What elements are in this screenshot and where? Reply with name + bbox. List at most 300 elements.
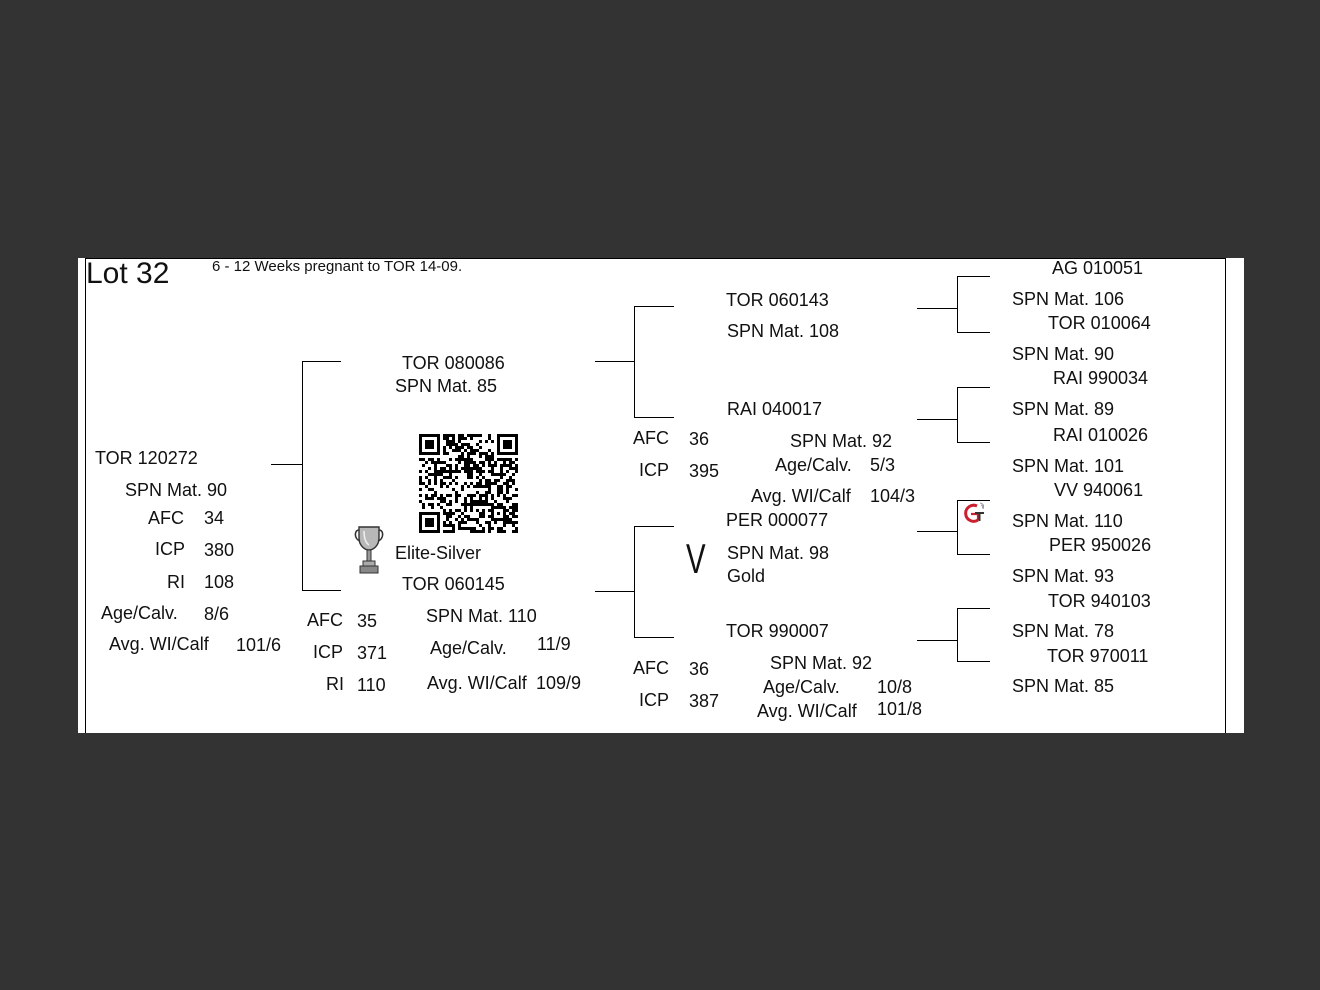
qr-module [485,440,488,443]
sire-dam-icp-label: ICP [639,460,670,480]
qr-module [491,494,494,497]
qr-module [452,449,455,452]
qr-module [419,494,422,497]
qr-module [491,518,494,521]
gen3-8-id: TOR 970011 [1047,646,1149,666]
qr-module [470,494,473,497]
qr-module [428,440,431,443]
qr-module [440,482,443,485]
dam-sire-id: PER 000077 [726,510,829,530]
qr-module [425,497,428,500]
qr-module [455,482,458,485]
qr-module [437,521,440,524]
qr-module [467,527,470,530]
qr-module [443,449,446,452]
qr-module [470,467,473,470]
qr-module [509,521,512,524]
qr-module [431,512,434,515]
qr-module [470,437,473,440]
qr-module [506,479,509,482]
qr-module [431,473,434,476]
qr-module [449,482,452,485]
qr-module [428,482,431,485]
qr-module [419,518,422,521]
qr-module [425,446,428,449]
qr-module [503,524,506,527]
qr-module [503,473,506,476]
qr-module [419,482,422,485]
qr-module [506,446,509,449]
qr-module [497,434,500,437]
qr-module [488,515,491,518]
qr-module [503,434,506,437]
subject-afc-value: 34 [204,508,225,528]
connector-sire-sire [634,306,674,307]
pedigree-sheet [78,258,1244,733]
qr-module [500,527,503,530]
qr-module [431,461,434,464]
qr-module [515,467,518,470]
qr-module [425,461,428,464]
qr-module [455,464,458,467]
qr-module [437,437,440,440]
connector-g3a-bottom [957,332,990,333]
qr-module [470,530,473,533]
qr-module [494,506,497,509]
qr-module [434,491,437,494]
connector-g3a-top [957,276,990,277]
dam-age-value: 11/9 [537,634,571,654]
qr-module [473,518,476,521]
qr-module [515,440,518,443]
qr-module [419,446,422,449]
qr-module [506,443,509,446]
connector-g3d-top [957,608,990,609]
qr-module [446,476,449,479]
qr-module [491,467,494,470]
qr-module [434,434,437,437]
qr-module [449,530,452,533]
qr-module [461,443,464,446]
qr-module [503,494,506,497]
qr-module [494,473,497,476]
qr-module [437,524,440,527]
dam-id: TOR 060145 [402,574,505,594]
qr-module [422,452,425,455]
subject-age-label: Age/Calv. [101,603,178,623]
qr-module [479,473,482,476]
qr-module [446,464,449,467]
qr-module [452,530,455,533]
qr-module [422,512,425,515]
qr-module [443,509,446,512]
qr-module [458,455,461,458]
qr-module [506,452,509,455]
qr-module [485,479,488,482]
qr-module [500,506,503,509]
qr-module [512,434,515,437]
qr-module [503,443,506,446]
qr-module [458,437,461,440]
qr-module [509,446,512,449]
qr-module [419,512,422,515]
qr-module [467,461,470,464]
qr-module [500,518,503,521]
gen3-7-id: TOR 940103 [1048,591,1151,611]
qr-module [500,491,503,494]
qr-module [422,458,425,461]
qr-module [509,467,512,470]
qr-module [449,476,452,479]
qr-module [488,458,491,461]
qr-module [467,470,470,473]
qr-module [455,476,458,479]
qr-module [509,440,512,443]
qr-module [455,509,458,512]
qr-module [467,452,470,455]
qr-module [437,443,440,446]
qr-module [428,443,431,446]
qr-module [473,449,476,452]
qr-module [443,446,446,449]
qr-module [449,464,452,467]
qr-module [470,506,473,509]
qr-module [446,470,449,473]
qr-module [488,521,491,524]
qr-module [470,461,473,464]
qr-module [506,464,509,467]
qr-module [488,491,491,494]
qr-module [497,503,500,506]
gen3-2-id: TOR 010064 [1048,313,1151,333]
qr-module [488,503,491,506]
qr-module [431,434,434,437]
qr-module [443,470,446,473]
qr-module [488,437,491,440]
qr-module [479,446,482,449]
qr-module [506,497,509,500]
sire-dam-avg-value: 104/3 [870,486,916,506]
qr-module [476,467,479,470]
qr-module [506,485,509,488]
qr-module [476,476,479,479]
dam-dam-afc-label: AFC [633,658,669,678]
qr-module [437,458,440,461]
lot-number: Lot 32 [86,257,170,290]
dam-age-label: Age/Calv. [430,638,507,658]
qr-module [434,512,437,515]
qr-module [476,503,479,506]
qr-module [500,467,503,470]
qr-module [422,434,425,437]
qr-module [440,461,443,464]
qr-module [512,503,515,506]
qr-module [509,443,512,446]
qr-module [497,485,500,488]
qr-module [419,434,422,437]
qr-module [455,446,458,449]
qr-module [425,443,428,446]
qr-module [470,452,473,455]
qr-module [428,473,431,476]
qr-module [497,443,500,446]
qr-module [449,515,452,518]
gen3-5-spn: SPN Mat. 110 [1012,511,1123,531]
qr-module [482,464,485,467]
qr-module [506,500,509,503]
qr-module [452,443,455,446]
qr-module [476,521,479,524]
sire-dam-id: RAI 040017 [727,399,823,419]
qr-module [419,488,422,491]
qr-module [419,524,422,527]
qr-module [437,473,440,476]
qr-module [473,503,476,506]
qr-module [422,503,425,506]
qr-module [464,467,467,470]
qr-module [443,437,446,440]
qr-module [467,434,470,437]
dam-dam-id: TOR 990007 [726,621,829,641]
qr-module [443,500,446,503]
qr-module [479,524,482,527]
qr-module [464,515,467,518]
sire-id: TOR 080086 [402,353,505,373]
qr-module [479,485,482,488]
qr-module [419,458,422,461]
qr-module [515,503,518,506]
qr-module [491,470,494,473]
qr-module [449,509,452,512]
qr-module [506,521,509,524]
qr-module [470,482,473,485]
qr-module [473,530,476,533]
qr-module [461,434,464,437]
connector-g3c-out [917,531,957,532]
qr-module [479,494,482,497]
qr-module [509,464,512,467]
qr-module [500,452,503,455]
qr-module [458,515,461,518]
qr-module [485,494,488,497]
qr-module [512,512,515,515]
qr-module [431,503,434,506]
qr-module [503,446,506,449]
qr-module [425,470,428,473]
qr-module [512,482,515,485]
qr-module [431,443,434,446]
qr-module [461,446,464,449]
qr-module [506,488,509,491]
dam-dam-afc-value: 36 [689,659,710,679]
qr-module [497,494,500,497]
qr-module [491,527,494,530]
qr-module [500,464,503,467]
qr-module [509,452,512,455]
qr-module [467,476,470,479]
qr-module [503,497,506,500]
qr-module [449,440,452,443]
qr-module [446,530,449,533]
qr-module [437,470,440,473]
qr-module [476,470,479,473]
qr-module [491,497,494,500]
qr-module [503,440,506,443]
qr-module [449,512,452,515]
qr-module [425,434,428,437]
qr-module [512,524,515,527]
connector-sire-vertical [634,306,635,418]
qr-module [455,443,458,446]
subject-ri-label: RI [167,572,185,592]
qr-module [425,494,428,497]
qr-module [488,509,491,512]
qr-module [509,479,512,482]
qr-module [458,440,461,443]
qr-module [431,518,434,521]
pregnancy-note: 6 - 12 Weeks pregnant to TOR 14-09. [212,258,463,275]
qr-module [482,476,485,479]
qr-module [428,467,431,470]
qr-module [437,449,440,452]
qr-module [419,515,422,518]
qr-module [491,503,494,506]
qr-module [491,512,494,515]
qr-module [476,485,479,488]
qr-module [512,509,515,512]
qr-module [467,518,470,521]
qr-module [476,509,479,512]
qr-module [497,518,500,521]
sire-award: Elite-Silver [395,543,482,563]
qr-module [497,449,500,452]
qr-module [509,497,512,500]
qr-module [464,449,467,452]
gen3-1-spn: SPN Mat. 106 [1012,289,1125,309]
connector-g3b-bottom [957,442,990,443]
qr-module [449,494,452,497]
qr-module [446,437,449,440]
qr-module [479,515,482,518]
qr-module [464,443,467,446]
qr-module [500,488,503,491]
qr-module [503,509,506,512]
qr-module [479,503,482,506]
qr-module [464,497,467,500]
qr-module [470,497,473,500]
qr-module [491,473,494,476]
connector-g3d-bottom [957,661,990,662]
qr-module [473,494,476,497]
qr-module [512,521,515,524]
dam-icp-label: ICP [313,642,344,662]
qr-module [512,506,515,509]
qr-module [419,476,422,479]
frame-right [1225,258,1226,733]
connector-g3d-out [917,640,957,641]
qr-module [491,452,494,455]
qr-module [461,527,464,530]
qr-module [446,440,449,443]
gen3-4-id: RAI 010026 [1053,425,1149,445]
qr-module [425,485,428,488]
qr-module [461,455,464,458]
qr-module [422,530,425,533]
qr-module [449,443,452,446]
sire-spn: SPN Mat. 85 [395,376,498,396]
qr-module [482,515,485,518]
qr-module [437,530,440,533]
qr-module [440,485,443,488]
qr-module [446,524,449,527]
qr-module [476,518,479,521]
qr-module [512,452,515,455]
qr-module [464,527,467,530]
qr-module [473,464,476,467]
qr-module [467,503,470,506]
qr-module [455,470,458,473]
qr-module [473,485,476,488]
dam-ri-label: RI [326,674,344,694]
qr-module [509,518,512,521]
qr-module [452,512,455,515]
qr-module [485,497,488,500]
subject-avg-value: 101/6 [236,635,282,655]
connector-subject [271,464,302,465]
qr-module [461,437,464,440]
qr-module [509,458,512,461]
qr-module [497,440,500,443]
qr-module [437,512,440,515]
qr-module [476,443,479,446]
dam-dam-icp-label: ICP [639,690,670,710]
dam-dam-age-label: Age/Calv. [763,677,840,697]
qr-module [470,476,473,479]
qr-module [428,503,431,506]
gen3-1-id: AG 010051 [1052,258,1144,278]
qr-module [482,452,485,455]
qr-module [440,470,443,473]
qr-module [434,473,437,476]
qr-module [515,452,518,455]
qr-module [476,434,479,437]
qr-module [476,482,479,485]
qr-module [437,503,440,506]
qr-module [437,515,440,518]
qr-module [461,521,464,524]
qr-module [443,512,446,515]
qr-module [497,530,500,533]
qr-module [425,512,428,515]
qr-module [488,482,491,485]
qr-module [479,530,482,533]
qr-module [440,467,443,470]
qr-module [437,461,440,464]
qr-module [485,500,488,503]
qr-module [440,497,443,500]
qr-module [497,473,500,476]
qr-module [428,530,431,533]
qr-module [512,473,515,476]
qr-module [443,434,446,437]
qr-module [470,458,473,461]
subject-spn: SPN Mat. 90 [125,480,228,500]
qr-module [458,527,461,530]
qr-module [443,524,446,527]
qr-module [449,521,452,524]
qr-module [479,467,482,470]
qr-module [464,509,467,512]
